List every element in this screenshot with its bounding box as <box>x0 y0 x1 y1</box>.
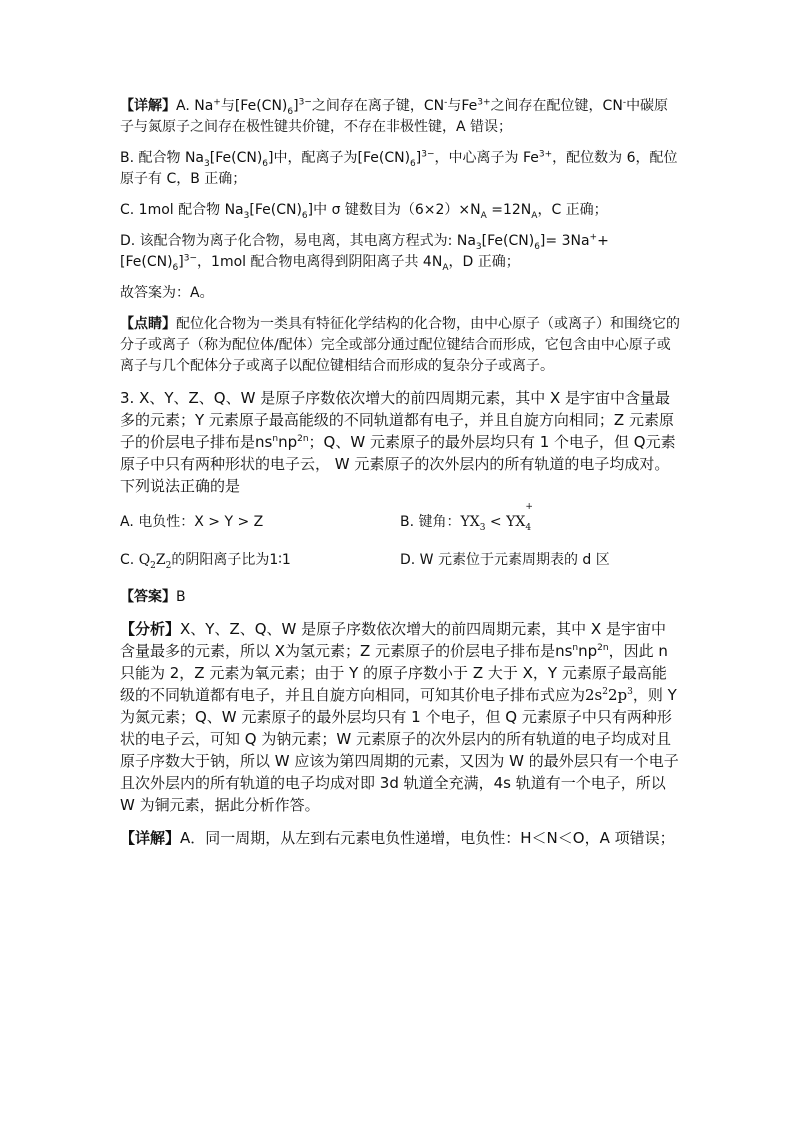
conclusion: 故答案为：A。 <box>120 285 214 301</box>
answer-line <box>120 587 680 608</box>
detail-option-c: C. 1mol 配合物 $Na_3[Fe(CN)_6]$中 σ 键数目为$(6\times 2)\times N_A =12N_A$，C 正确； <box>120 202 608 221</box>
detail-3-tag: 【详解】 <box>120 829 181 847</box>
detail-option-b: B. 配合物 $Na_3[Fe(CN)_6]$中，配离子为$[Fe(CN)_6]^{3-}$，中心离子为 $Fe^{3+}$，配位数为 6，配位原子有 C，B 正确； <box>120 149 678 187</box>
options-row-1 <box>120 502 680 533</box>
document-page <box>120 96 680 860</box>
detail-tag: 【详解】 <box>120 98 176 114</box>
analysis-paragraph: 【分析】X、Y、Z、Q、W 是原子序数依次增大的前四周期元素，其中 X 是宇宙中含量最多的元素，所以 X为氢元素；Z 元素原子的价层电子排布是$ns^nnp^{2n}$，因此 n 只能为 2，Z 元素为氧元素；由于 Y 的原子序数小于 Z 大于 X，Y 元素原子最高能级的不同轨道都有电子，并且自旋方向相同，可知其价电子排布式应为$2s^22p^3$，则 Y为氮元素；Q、W 元素原子的最外层均只有 1 个电子，但 Q 元素原子中只有两种形状的电子云，可知 Q 为钠元素；W 元素原子的次外层内的所有轨道的电子均成对且原子序数大于钠，所以 W 应该为第四周期的元素，又因为 W 的最外层只有一个电子且次外层内的所有轨道的电子均成对即 3d 轨道全充满，4s 轨道有一个电子，所以 W 为铜元素，据此分析作答。 <box>120 620 679 814</box>
option-c: C. $Q_2Z_2$的阴阳离子比为1∶1 <box>120 552 291 571</box>
option-d: D. W 元素位于元素周期表的 d 区 <box>400 552 610 568</box>
detail-3a: 【详解】A．同一周期，从左到右元素电负性递增，电负性：H＜N＜O，A 项错误； <box>120 829 675 847</box>
note-paragraph <box>120 314 680 377</box>
note-tag: 【点睛】 <box>120 316 176 332</box>
question-3-stem: 3. X、Y、Z、Q、W 是原子序数依次增大的前四周期元素，其中 X 是宇宙中含量最多的元素；Y 元素原子最高能级的不同轨道都有电子，并且自旋方向相同；Z 元素原子的价层电子排布是$ns^nnp^{2n}$；Q、W 元素原子的最外层均只有 1 个电子，但 Q元素原子中只有两种形状的电子云， W 元素原子的次外层内的所有轨道的电子均成对。下列说法正确的是 <box>120 389 676 495</box>
detail-option-d: D. 该配合物为离子化合物，易电离，其电离方程式为: $Na_3[Fe(CN)_6]= 3Na^++[Fe(CN)_6]^{3-}$，1mol 配合物电离得到阴阳离子共 $4N_A$，D 正确； <box>120 232 609 273</box>
answer-value: B <box>176 589 186 605</box>
note-text: 配位化合物为一类具有特征化学结构的化合物，由中心原子（或离子）和围绕它的分子或离子（称为配位体/配体）完全或部分通过配位键结合而形成，它包含由中心原子或离子与几个配体分子或离子以配位键相结合而形成的复杂分子或离子。 <box>120 316 680 374</box>
detail-option-a: 【详解】A. Na+与$[Fe(CN)_6]^{3-}$之间存在离子键，CN-与$Fe^{3+}$之间存在配位键，CN-中碳原子与氮原子之间存在极性键共价键，不存在非极性键，A 错误； <box>120 97 669 135</box>
option-b: B. 键角：$YX_3 < YX_4$ + <box>400 502 533 533</box>
options-row-2 <box>120 549 680 571</box>
option-a: A. 电负性：X > Y > Z <box>120 514 264 530</box>
analysis-tag: 【分析】 <box>120 620 181 638</box>
answer-tag: 【答案】 <box>120 589 176 605</box>
